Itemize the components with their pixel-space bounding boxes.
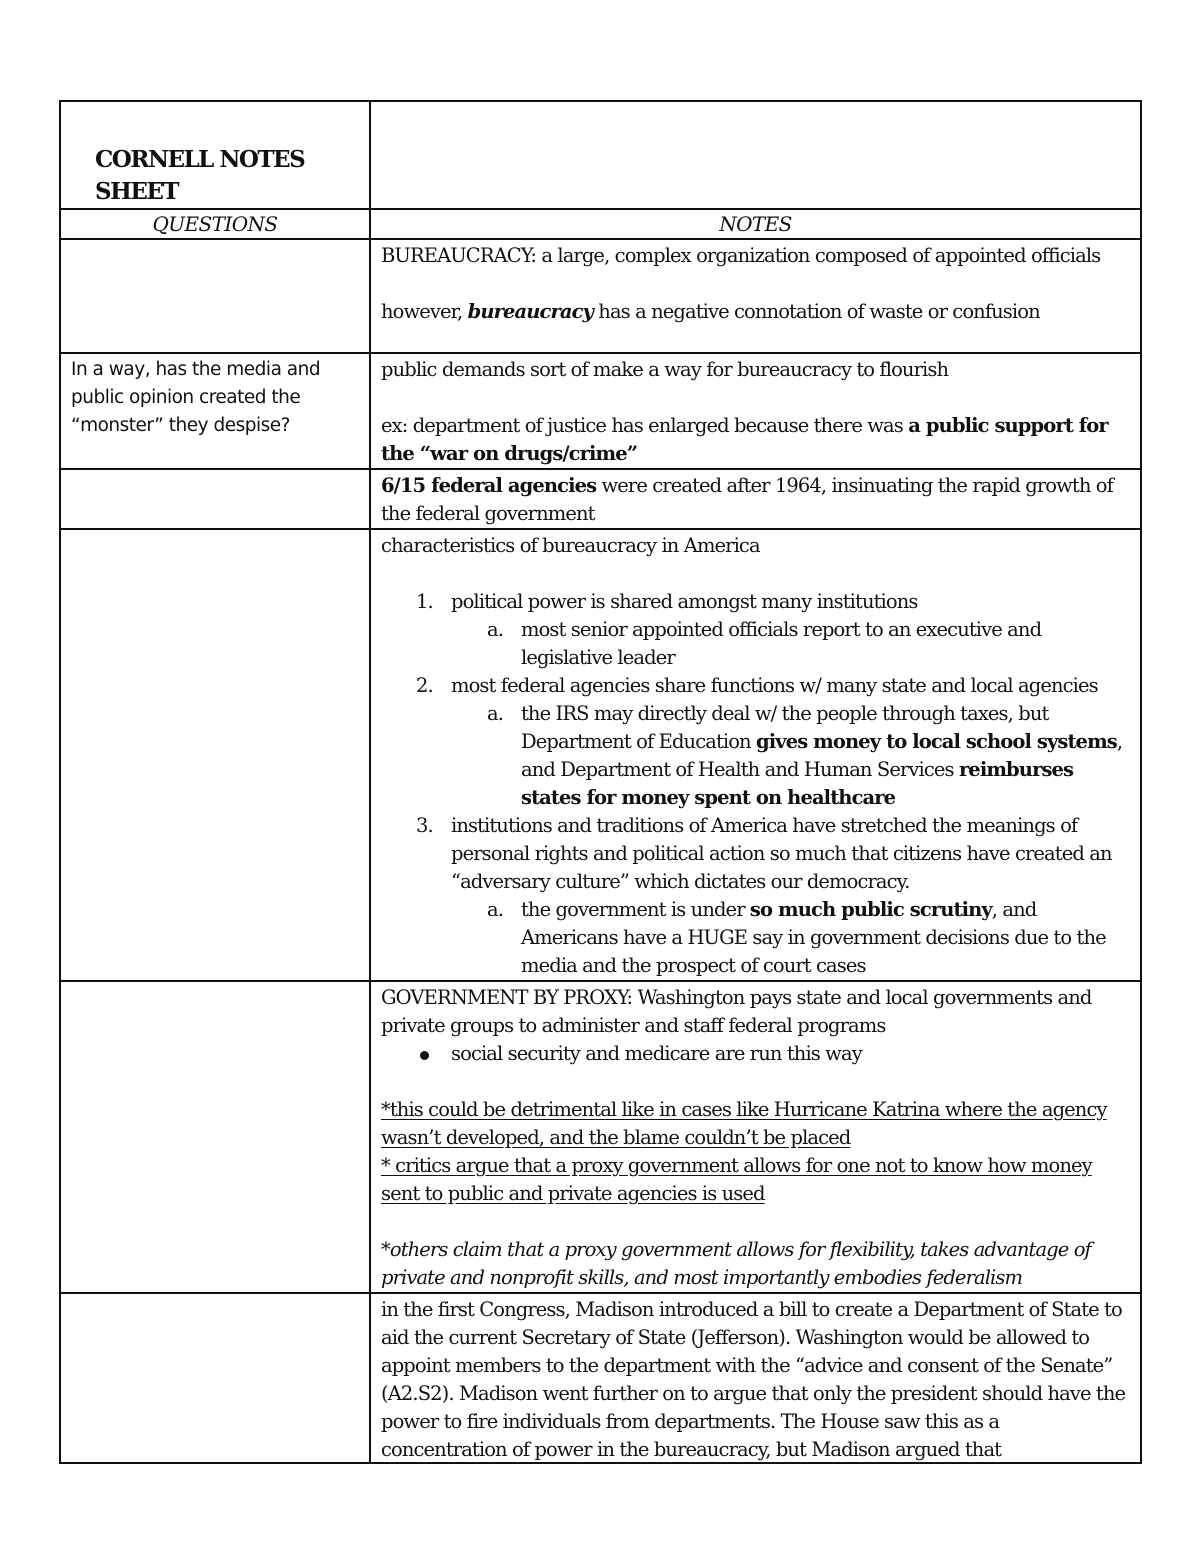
list-item: 3. institutions and traditions of America have stretched the meanings of personal rights and political action so much that citizens have created an “adversary culture” which dictates our democracy. [416, 814, 1112, 893]
note-line: *this could be detrimental like in cases like Hurricane Katrina where the agency wasn’t developed, and the blame couldn’t be placed [381, 1098, 1107, 1149]
cornell-notes-table [59, 100, 1142, 1464]
list-item: 1. political power is shared amongst many institutions [416, 590, 918, 613]
note-line: characteristics of bureaucracy in America [381, 534, 760, 557]
list-subitem: a. the government is under so much public scrutiny, and Americans have a HUGE say in government decisions due to the media and the prospect of court cases [487, 898, 1106, 977]
notes-cell [370, 529, 1141, 981]
notes-cell [370, 1293, 1141, 1463]
note-line: 6/15 federal agencies were created after 1964, insinuating the rapid growth of the federal government [381, 474, 1113, 525]
note-line: BUREAUCRACY: a large, complex organization composed of appointed officials [381, 244, 1101, 267]
list-subitem: a. the IRS may directly deal w/ the people through taxes, but Department of Education gives money to local school systems, and Department of Health and Human Services reimburses states for money spent on healthcare [487, 702, 1123, 809]
notes-cell [370, 469, 1141, 529]
notes-cell [370, 239, 1141, 353]
bullet-item: social security and medicare are run this way [381, 1040, 1130, 1068]
question-cell [60, 1293, 370, 1463]
notes-cell [370, 353, 1141, 469]
sheet-title: CORNELL NOTES SHEET [95, 146, 305, 205]
note-line: * critics argue that a proxy government allows for one not to know how money sent to public and private agencies is used [381, 1154, 1092, 1205]
question-cell [60, 529, 370, 981]
note-line: however, bureaucracy has a negative connotation of waste or confusion [381, 300, 1040, 323]
note-line: ex: department of justice has enlarged because there was a public support for the “war on drugs/crime” [381, 414, 1108, 465]
question-cell [60, 981, 370, 1293]
note-line: public demands sort of make a way for bureaucracy to flourish [381, 358, 949, 381]
title-blank-cell [370, 101, 1141, 209]
question-cell [60, 239, 370, 353]
note-line: *others claim that a proxy government allows for flexibility, takes advantage of private and nonprofit skills, and most importantly embodies federalism [381, 1238, 1091, 1289]
list-subitem: a. most senior appointed officials report to an executive and legislative leader [487, 618, 1042, 669]
list-item: 2. most federal agencies share functions w/ many state and local agencies [416, 674, 1098, 697]
question-cell: In a way, has the media and public opinion created the “monster” they despise? [60, 353, 370, 469]
notes-cell [370, 981, 1141, 1293]
notes-header: NOTES [370, 209, 1141, 239]
title-cell [60, 101, 370, 209]
note-line: GOVERNMENT BY PROXY: Washington pays state and local governments and private groups to administer and staff federal programs [381, 986, 1092, 1037]
questions-header: QUESTIONS [60, 209, 370, 239]
bullet-icon [420, 1051, 429, 1060]
note-line: in the first Congress, Madison introduced a bill to create a Department of State to aid the current Secretary of State (Jefferson). Washington would be allowed to appoint members to the department with the “advice and consent of the Senate” (A2.S2). Madison went further on to argue that only the president should have the power to fire individuals from departments. The House saw this as a concentration of power in the bureaucracy, but Madison argued that [381, 1298, 1126, 1461]
question-cell [60, 469, 370, 529]
